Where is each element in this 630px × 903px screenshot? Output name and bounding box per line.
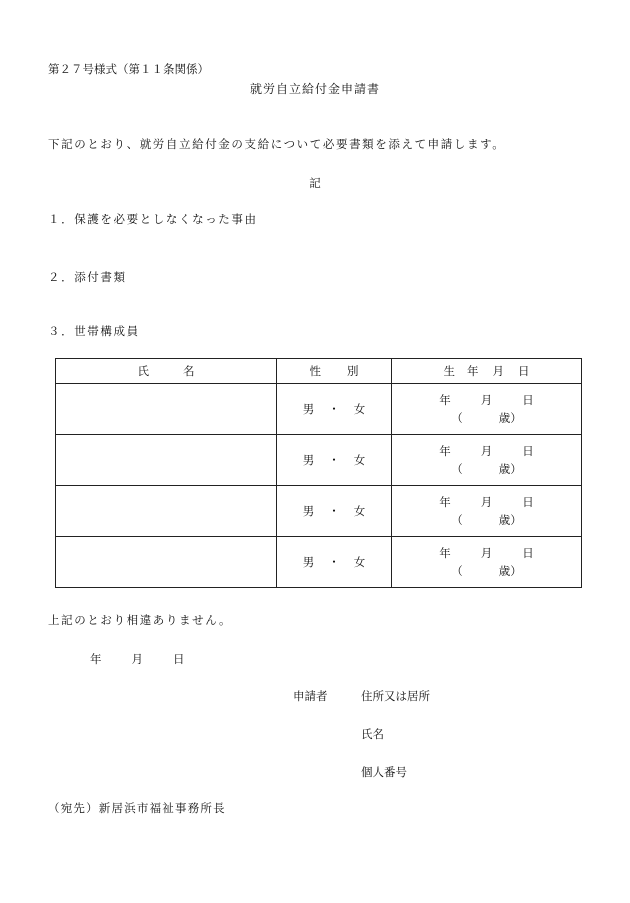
date-month: 月 <box>131 652 143 666</box>
household-members-table <box>55 358 582 588</box>
document-title-text: 就労自立給付金申請書 <box>249 82 380 96</box>
member-name-cell[interactable] <box>56 537 277 588</box>
member-sex-cell[interactable]: 男 ・ 女 <box>277 384 392 435</box>
member-birthdate-cell[interactable]: 年 月 日 （ 歳） <box>392 435 582 486</box>
member-name-cell[interactable] <box>56 384 277 435</box>
member-sex-cell[interactable]: 男 ・ 女 <box>277 435 392 486</box>
intro-text: 下記のとおり、就労自立給付金の支給について必要書類を添えて申請します。 <box>48 137 506 151</box>
table-row <box>56 486 582 537</box>
date-day: 日 <box>173 652 185 666</box>
member-birthdate-cell[interactable]: 年 月 日 （ 歳） <box>392 384 582 435</box>
form-number: 第２７号様式（第１１条関係） <box>48 62 209 76</box>
applicant-address-label: 住所又は居所 <box>361 689 430 703</box>
header-name: 氏 名 <box>56 359 277 384</box>
date-year: 年 <box>90 652 102 666</box>
table-row <box>56 537 582 588</box>
header-sex: 性 別 <box>277 359 392 384</box>
member-sex-cell[interactable]: 男 ・ 女 <box>277 537 392 588</box>
member-birthdate-cell[interactable]: 年 月 日 （ 歳） <box>392 537 582 588</box>
table-row <box>56 384 582 435</box>
section-reason: １．保護を必要としなくなった事由 <box>48 212 258 226</box>
member-name-cell[interactable] <box>56 435 277 486</box>
ki-label: 記 <box>309 176 321 190</box>
table-header-row <box>56 359 582 384</box>
section-attachments: ２．添付書類 <box>48 270 127 284</box>
member-name-cell[interactable] <box>56 486 277 537</box>
member-sex-cell[interactable]: 男 ・ 女 <box>277 486 392 537</box>
applicant-my-number-label: 個人番号 <box>361 765 407 779</box>
addressee: （宛先）新居浜市福祉事務所長 <box>48 801 226 815</box>
document-title <box>0 80 630 97</box>
section-household: ３．世帯構成員 <box>48 324 140 338</box>
table-row <box>56 435 582 486</box>
applicant-name-label: 氏名 <box>361 727 384 741</box>
confirmation-text: 上記のとおり相違ありません。 <box>48 613 233 627</box>
member-birthdate-cell[interactable]: 年 月 日 （ 歳） <box>392 486 582 537</box>
application-date <box>90 651 185 667</box>
header-birthdate: 生 年 月 日 <box>392 359 582 384</box>
applicant-label: 申請者 <box>293 689 328 703</box>
